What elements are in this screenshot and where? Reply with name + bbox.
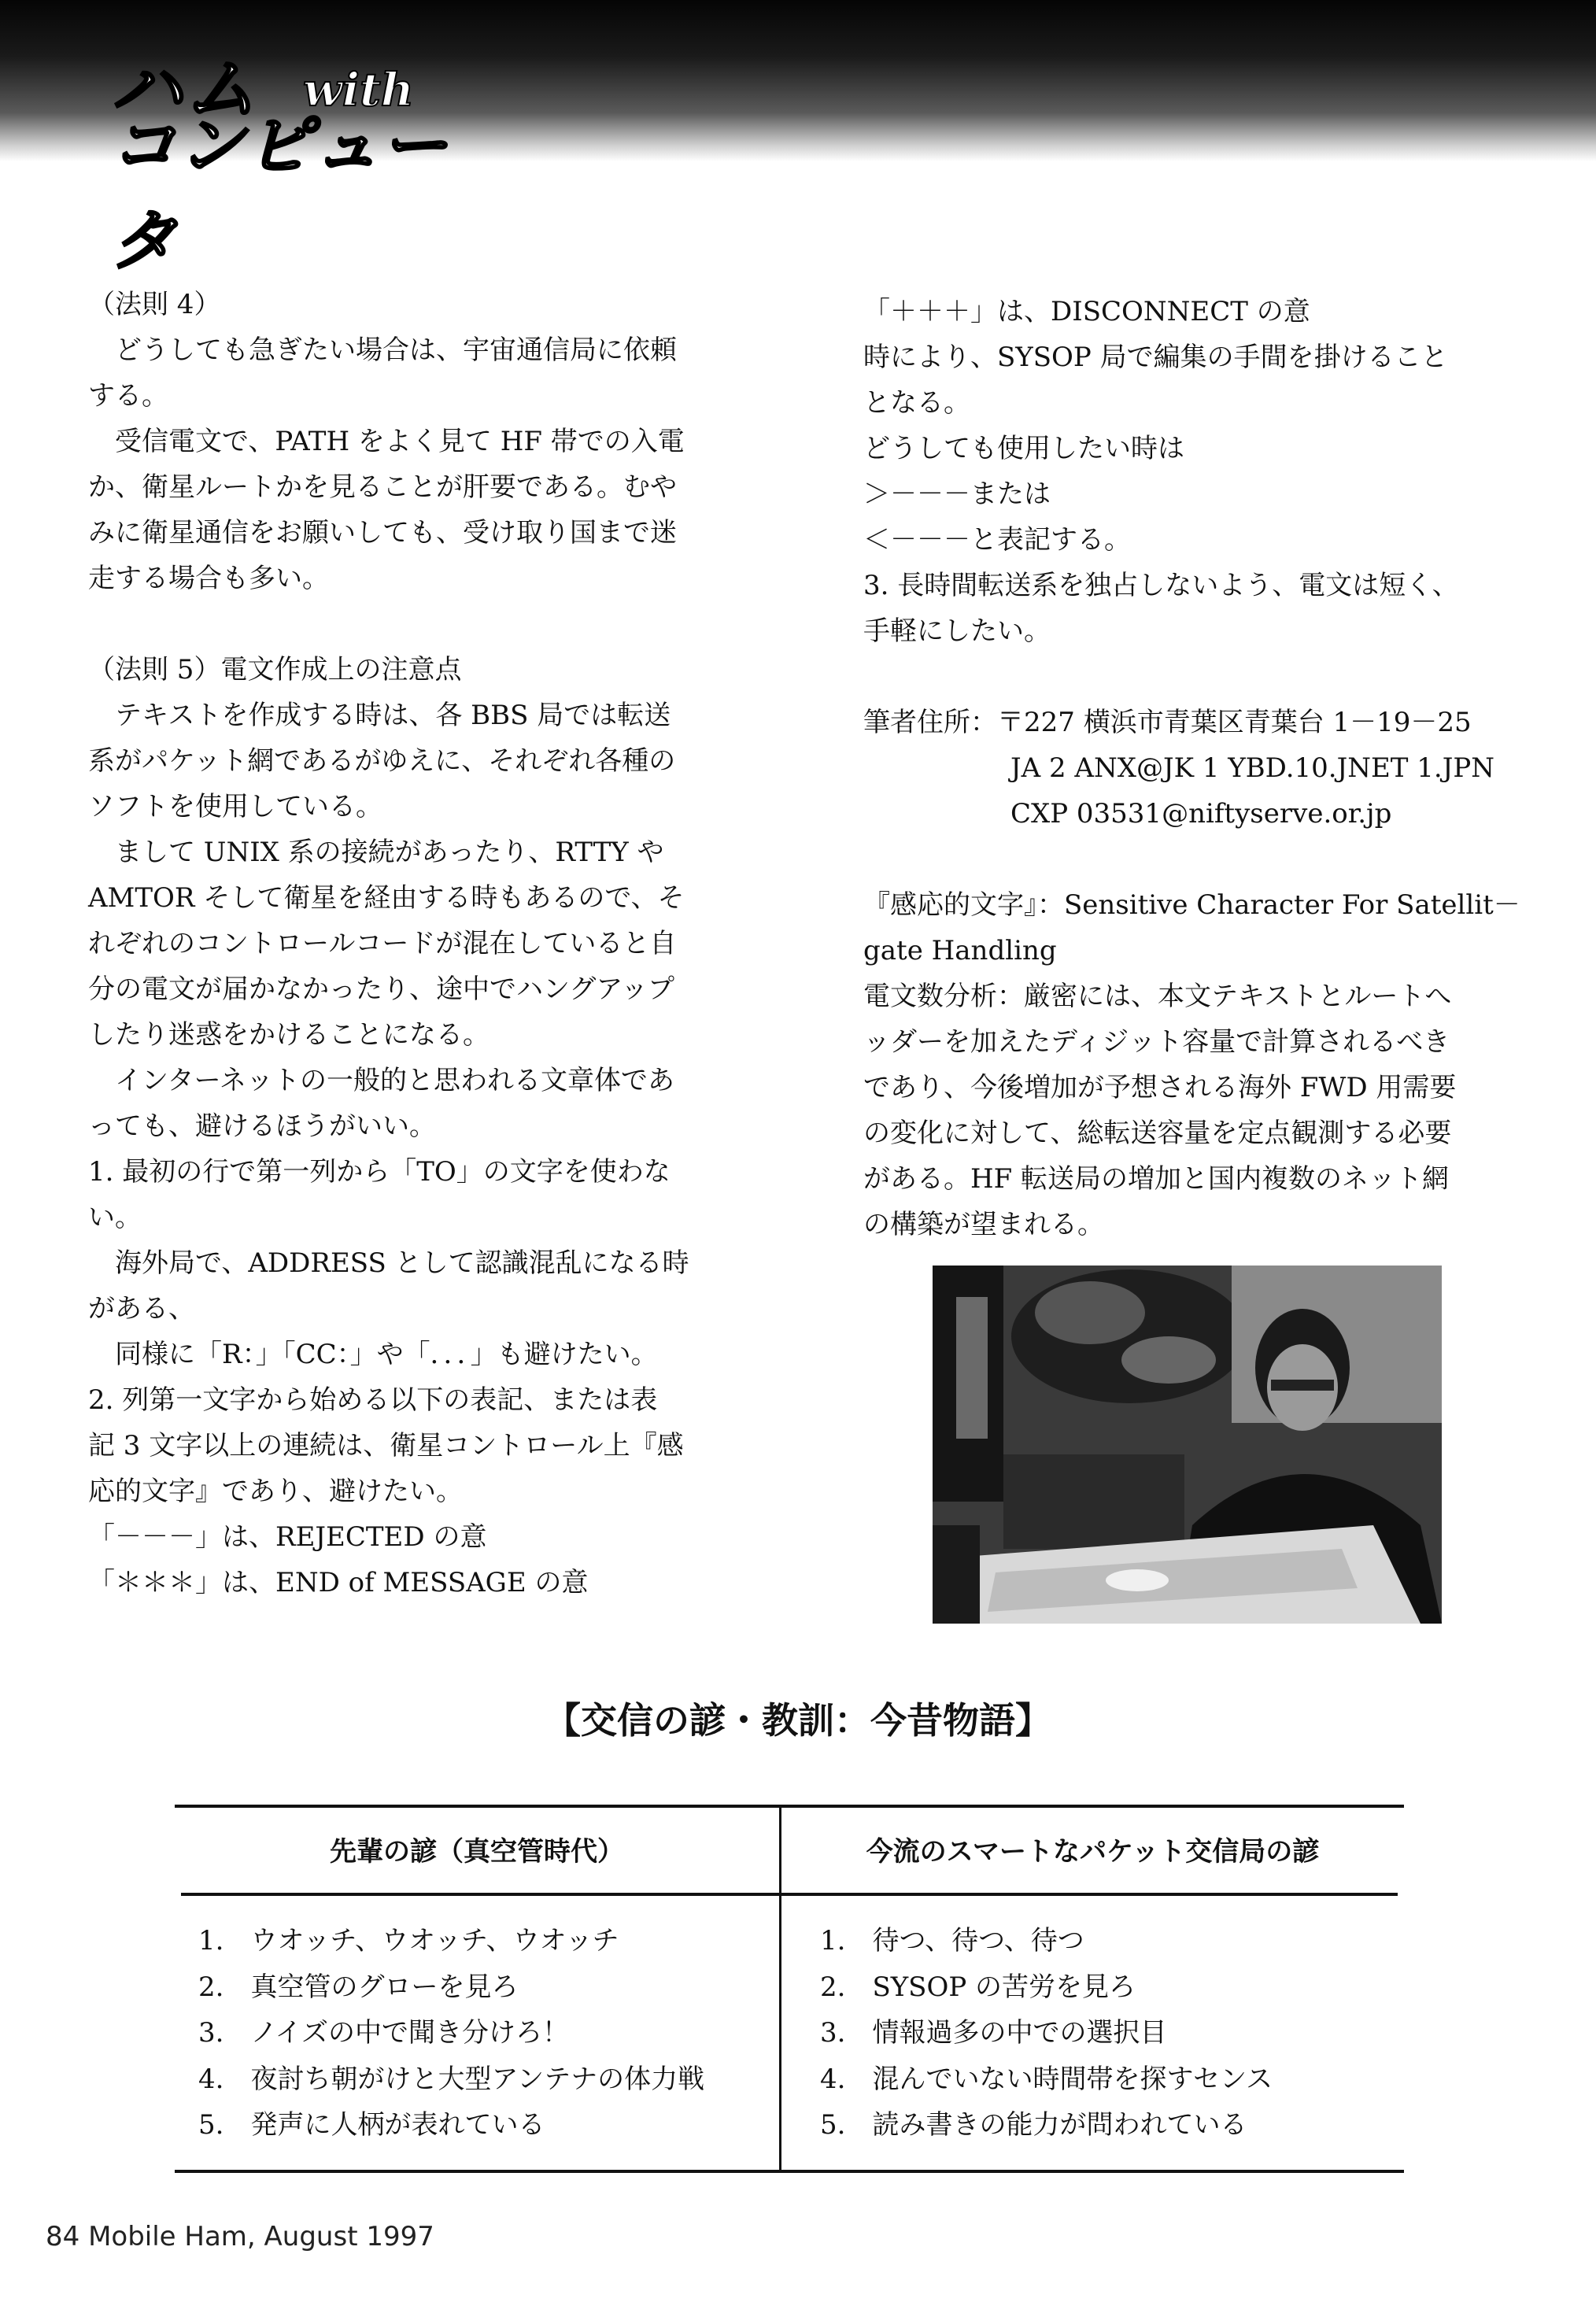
note-line: の変化に対して、総転送容量を定点観測する必要 — [863, 1118, 1452, 1149]
list-item: 2. SYSOP の苦労を見ろ — [820, 1971, 1136, 2003]
text-line: 「－－－」は、REJECTED の意 — [88, 1521, 487, 1553]
text-line: 系がパケット網であるがゆえに、それぞれ各種の — [88, 745, 676, 777]
note-line: ッダーを加えたディジット容量で計算されるべき — [863, 1026, 1450, 1058]
text-line: どうしても急ぎたい場合は、宇宙通信局に依頼 — [88, 334, 677, 366]
text-line: する。 — [88, 380, 168, 412]
logo-line2: コンピュータ — [110, 107, 449, 279]
list-item: 1. ウオッチ、ウオッチ、ウオッチ — [198, 1925, 619, 1957]
author-callsign: JA 2 ANX@JK 1 YBD.10.JNET 1.JPN — [1010, 752, 1494, 784]
proverbs-table — [175, 1805, 1404, 2173]
note-line: 電文数分析：厳密には、本文テキストとルートへ — [863, 981, 1452, 1012]
text-line: まして UNIX 系の接続があったり、RTTY や — [88, 837, 664, 868]
note-line: gate Handling — [863, 935, 1057, 966]
list-item: 1. 待つ、待つ、待つ — [820, 1925, 1084, 1957]
page-footer: 84 Mobile Ham, August 1997 — [46, 2221, 434, 2252]
left-column — [88, 282, 757, 1605]
table-header-left: 先輩の諺（真空管時代） — [330, 1836, 624, 1868]
right-column — [863, 289, 1540, 1247]
list-item: 2. 真空管のグローを見ろ — [198, 1971, 519, 2003]
author-photo — [933, 1266, 1442, 1624]
text-line: 記 3 文字以上の連続は、衛星コントロール上『感 — [88, 1430, 684, 1461]
note-line: であり、今後増加が予想される海外 FWD 用需要 — [863, 1072, 1457, 1103]
logo-with: with — [303, 63, 414, 116]
text-line: っても、避けるほうがいい。 — [88, 1110, 436, 1142]
blank-line — [863, 837, 1540, 882]
blank-line — [88, 601, 757, 647]
text-line: 海外局で、ADDRESS として認識混乱になる時 — [88, 1247, 689, 1279]
table-title: 【交信の諺・教訓：今昔物語】 — [545, 1699, 1051, 1742]
text-line: 1. 最初の行で第一列から「TO」の文字を使わな — [88, 1156, 671, 1188]
right-proverb-list — [820, 1918, 1273, 2149]
list-item: 4. 混んでいない時間帯を探すセンス — [820, 2063, 1273, 2095]
table-divider-horizontal — [181, 1893, 1398, 1896]
text-line: がある、 — [88, 1293, 195, 1325]
text-line: テキストを作成する時は、各 BBS 局では転送 — [88, 700, 671, 731]
text-line: みに衛星通信をお願いしても、受け取り国まで迷 — [88, 517, 677, 549]
text-line: 「＊＊＊」は、END of MESSAGE の意 — [88, 1567, 589, 1598]
list-item: 4. 夜討ち朝がけと大型アンテナの体力戦 — [198, 2063, 705, 2095]
note-line: の構築が望まれる。 — [863, 1209, 1104, 1240]
text-line: い。 — [88, 1202, 142, 1233]
list-item: 5. 発声に人柄が表れている — [198, 2109, 545, 2141]
text-line: インターネットの一般的と思われる文章体であ — [88, 1065, 674, 1096]
text-line: 受信電文で、PATH をよく見て HF 帯での入電 — [88, 426, 685, 457]
note-line: 『感応的文字』：Sensitive Character For Satellit－ — [863, 889, 1520, 921]
logo-line1: ハム — [110, 47, 259, 131]
text-line: ＞－－－または — [863, 479, 1051, 510]
author-address: 筆者住所：〒227 横浜市青葉区青葉台 1－19－25 — [863, 707, 1472, 738]
text-line: となる。 — [863, 387, 970, 419]
text-line: 2. 列第一文字から始める以下の表記、または表 — [88, 1384, 658, 1416]
text-line: 時により、SYSOP 局で編集の手間を掛けること — [863, 342, 1448, 373]
text-line: ＜－－－と表記する。 — [863, 524, 1131, 556]
text-line: 走する場合も多い。 — [88, 563, 329, 594]
table-header-right: 今流のスマートなパケット交信局の諺 — [866, 1836, 1320, 1868]
text-line: （法則 5）電文作成上の注意点 — [88, 654, 462, 685]
note-line: がある。HF 転送局の増加と国内複数のネット網 — [863, 1163, 1450, 1195]
text-line: 「＋＋＋」は、DISCONNECT の意 — [863, 296, 1310, 327]
author-email: CXP 03531@niftyserve.or.jp — [1010, 798, 1392, 830]
text-line: 分の電文が届かなかったり、途中でハングアップ — [88, 974, 674, 1005]
left-proverb-list — [198, 1918, 704, 2149]
text-line: 手軽にしたい。 — [863, 615, 1051, 647]
list-item: 3. 情報過多の中での選択目 — [820, 2017, 1167, 2049]
text-line: したり迷惑をかけることになる。 — [88, 1019, 490, 1051]
text-line: 3. 長時間転送系を独占しないよう、電文は短く、 — [863, 570, 1459, 601]
list-item: 5. 読み書きの能力が問われている — [820, 2109, 1247, 2141]
blank-line — [863, 654, 1540, 700]
text-line: 応的文字』であり、避けたい。 — [88, 1476, 463, 1507]
text-line: 同様に「R：」「CC：」や「．．．」も避けたい。 — [88, 1339, 658, 1370]
text-line: ソフトを使用している。 — [88, 791, 382, 822]
text-line: れぞれのコントロールコードが混在していると自 — [88, 928, 677, 959]
list-item: 3. ノイズの中で聞き分けろ！ — [198, 2017, 570, 2049]
magazine-logo — [110, 31, 472, 279]
text-line: AMTOR そして衛星を経由する時もあるので、そ — [88, 882, 685, 914]
text-line: （法則 4） — [88, 289, 221, 320]
text-line: か、衛星ルートかを見ることが肝要である。むや — [88, 471, 677, 503]
text-line: どうしても使用したい時は — [863, 433, 1184, 464]
